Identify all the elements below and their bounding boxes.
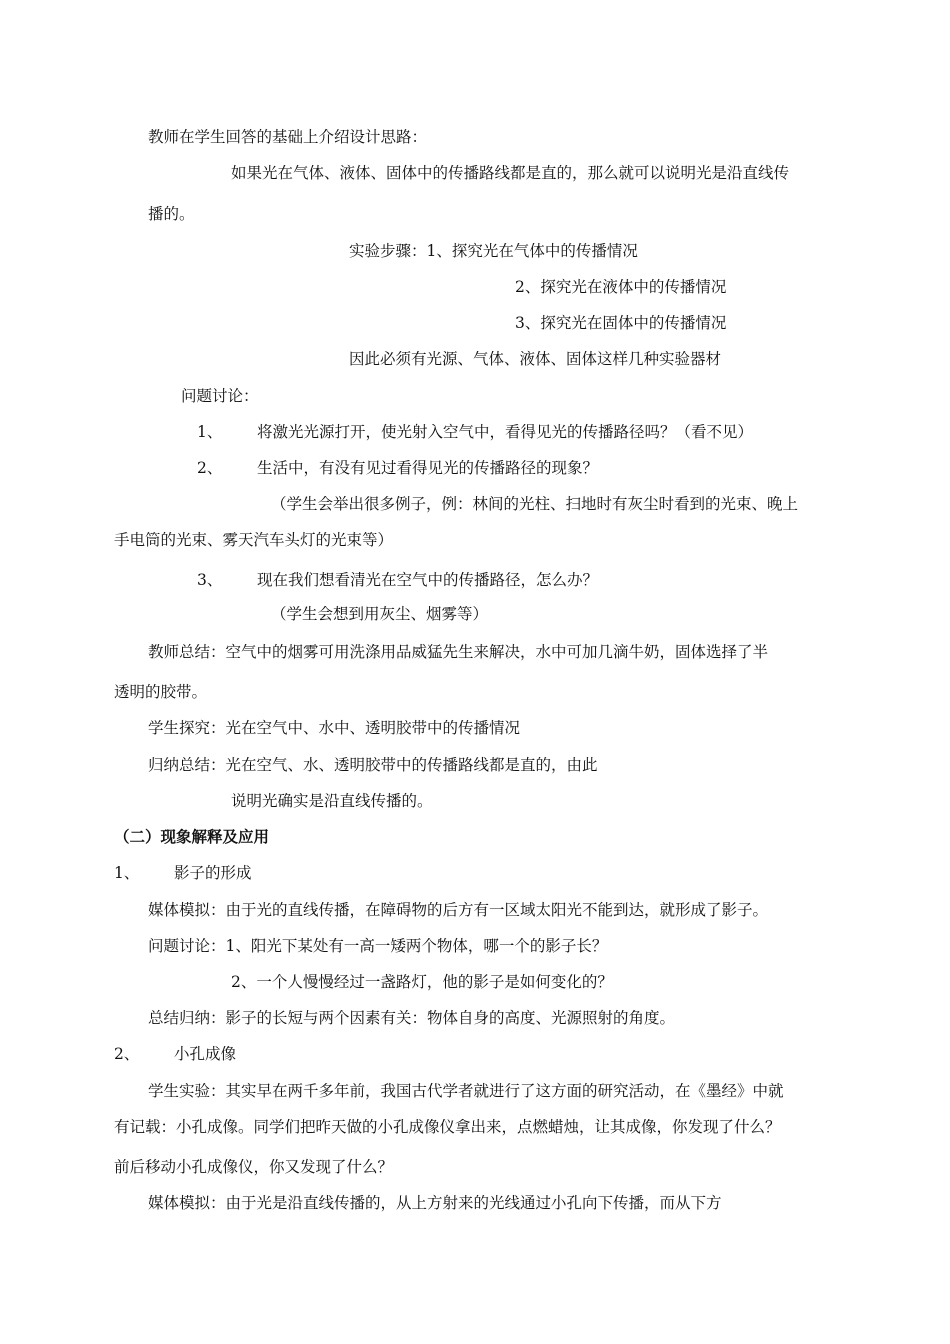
list-number: 3、 [197, 571, 223, 589]
subsection-title: 影子的形成 [174, 864, 252, 882]
paragraph-line: 归纳总结：光在空气、水、透明胶带中的传播路线都是直的，由此 [148, 756, 598, 774]
list-item-text: 现在我们想看清光在空气中的传播路径，怎么办？ [257, 571, 599, 589]
paragraph-line: 有记载：小孔成像。同学们把昨天做的小孔成像仪拿出来，点燃蜡烛，让其成像，你发现了什么？ [114, 1118, 781, 1136]
paragraph-line: 教师在学生回答的基础上介绍设计思路： [148, 128, 428, 146]
paragraph-line: 学生探究：光在空气中、水中、透明胶带中的传播情况 [148, 719, 521, 737]
paragraph-line: 手电筒的光束、雾天汽车头灯的光束等） [114, 531, 394, 549]
subsection-title: 小孔成像 [174, 1045, 237, 1063]
paragraph-line: 媒体模拟：由于光是沿直线传播的，从上方射来的光线通过小孔向下传播，而从下方 [148, 1194, 722, 1212]
paragraph-line: 学生实验：其实早在两千多年前，我国古代学者就进行了这方面的研究活动，在《墨经》中就 [148, 1082, 784, 1100]
paragraph-line: （学生会想到用灰尘、烟雾等） [271, 605, 489, 623]
paragraph-line: 教师总结：空气中的烟雾可用洗涤用品威猛先生来解决，水中可加几滴牛奶，固体选择了半 [148, 643, 769, 661]
list-number: 2、 [114, 1045, 140, 1063]
paragraph-line: 问题讨论：1、阳光下某处有一高一矮两个物体，哪一个的影子长？ [148, 937, 608, 955]
paragraph-line: （学生会举出很多例子，例：林间的光柱、扫地时有灰尘时看到的光束、晚上 [271, 495, 799, 513]
section-label: 问题讨论： [181, 387, 259, 405]
experiment-steps-line: 实验步骤：1、探究光在气体中的传播情况 [349, 242, 638, 260]
paragraph-line: 如果光在气体、液体、固体中的传播路线都是直的，那么就可以说明光是沿直线传 [231, 164, 790, 182]
list-item-text: 生活中，有没有见过看得见光的传播路径的现象？ [257, 459, 599, 477]
paragraph-line: 总结归纳：影子的长短与两个因素有关：物体自身的高度、光源照射的角度。 [148, 1009, 676, 1027]
paragraph-line: 播的。 [148, 205, 195, 223]
section-heading: （二）现象解释及应用 [114, 827, 270, 846]
list-number: 2、 [197, 459, 223, 477]
paragraph-line: 因此必须有光源、气体、液体、固体这样几种实验器材 [349, 350, 722, 368]
experiment-steps-line: 2、探究光在液体中的传播情况 [515, 278, 727, 296]
paragraph-line: 说明光确实是沿直线传播的。 [231, 792, 433, 810]
list-number: 1、 [197, 423, 223, 441]
paragraph-line: 透明的胶带。 [114, 683, 208, 701]
experiment-steps-line: 3、探究光在固体中的传播情况 [515, 314, 727, 332]
paragraph-line: 媒体模拟：由于光的直线传播，在障碍物的后方有一区域太阳光不能到达，就形成了影子。 [148, 901, 769, 919]
list-item-text: 将激光光源打开，使光射入空气中，看得见光的传播路径吗？（看不见） [257, 423, 754, 441]
paragraph-line: 前后移动小孔成像仪，你又发现了什么？ [114, 1158, 394, 1176]
paragraph-line: 2、一个人慢慢经过一盏路灯，他的影子是如何变化的？ [231, 973, 613, 991]
list-number: 1、 [114, 864, 140, 882]
